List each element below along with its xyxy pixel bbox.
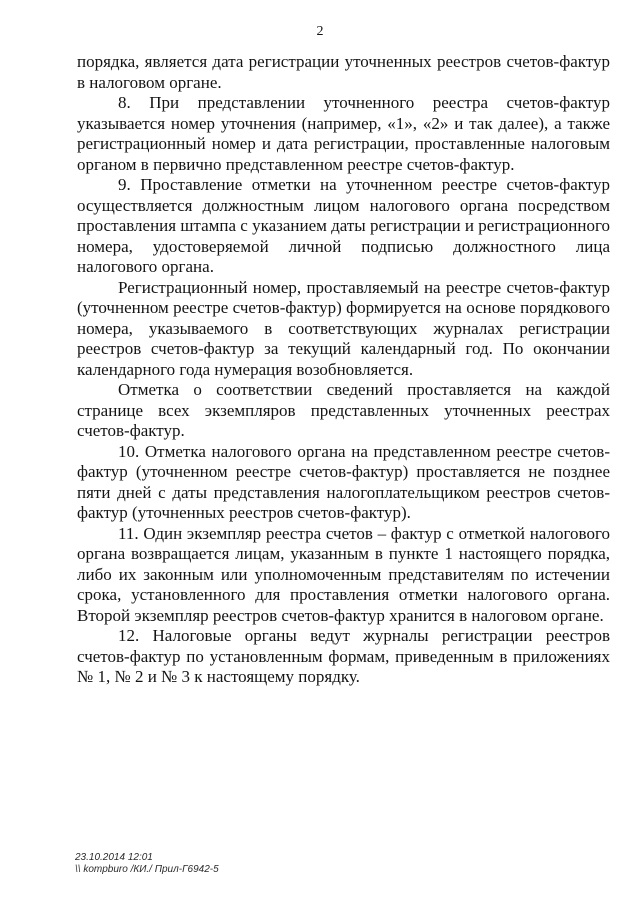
- paragraph-item-12: 12. Налоговые органы ведут журналы регистрации реестров счетов-фактур по установленным формам, приведенным в приложениях № 1, № 2 и № 3 к настоящему порядку.: [77, 626, 610, 686]
- paragraph-continuation: порядка, является дата регистрации уточненных реестров счетов-фактур в налоговом органе.: [77, 52, 610, 92]
- footer-file-path: \\ kompburo /КИ./ Прил-Г6942-5: [75, 864, 219, 875]
- paragraph-registration-number: Регистрационный номер, проставляемый на реестре счетов-фактур (уточненном реестре счетов-фактур) формируется на основе порядкового номера, указываемого в соответствующих журналах регистрации реестров счетов-фактур за текущий календарный год. По окончании календарного года нумерация возобновляется.: [77, 277, 610, 379]
- paragraph-item-10: 10. Отметка налогового органа на представленном реестре счетов-фактур (уточненном реестре счетов-фактур) проставляется не позднее пяти дней с даты представления налогоплательщиком реестров счетов-фактур (уточненных реестров счетов-фактур).: [77, 441, 610, 522]
- document-body: [77, 52, 610, 688]
- paragraph-item-11: 11. Один экземпляр реестра счетов – фактур с отметкой налогового органа возвращается лицам, указанным в пункте 1 настоящего порядка, либо их законным или уполномоченным представителям по истечении срока, установленного для проставления отметки налогового органа. Второй экземпляр реестров счетов-фактур хранится в налоговом органе.: [77, 523, 610, 625]
- document-footer: [75, 852, 219, 876]
- paragraph-item-9: 9. Проставление отметки на уточненном реестре счетов-фактур осуществляется должностным лицом налогового органа посредством проставления штампа с указанием даты регистрации и регистрационного номера, удостоверяемой личной подписью должностного лица налогового органа.: [77, 175, 610, 276]
- footer-timestamp: 23.10.2014 12:01: [75, 852, 153, 863]
- page-number: 2: [316, 24, 324, 39]
- paragraph-conformity-mark: Отметка о соответствии сведений проставляется на каждой странице всех экземпляров представленных уточненных реестрах счетов-фактур.: [77, 380, 610, 440]
- paragraph-item-8: 8. При представлении уточненного реестра счетов-фактур указывается номер уточнения (например, «1», «2» и так далее), а также регистрационный номер и дата регистрации, проставленные налоговым органом в первично представленном реестре счетов-фактур.: [77, 93, 610, 174]
